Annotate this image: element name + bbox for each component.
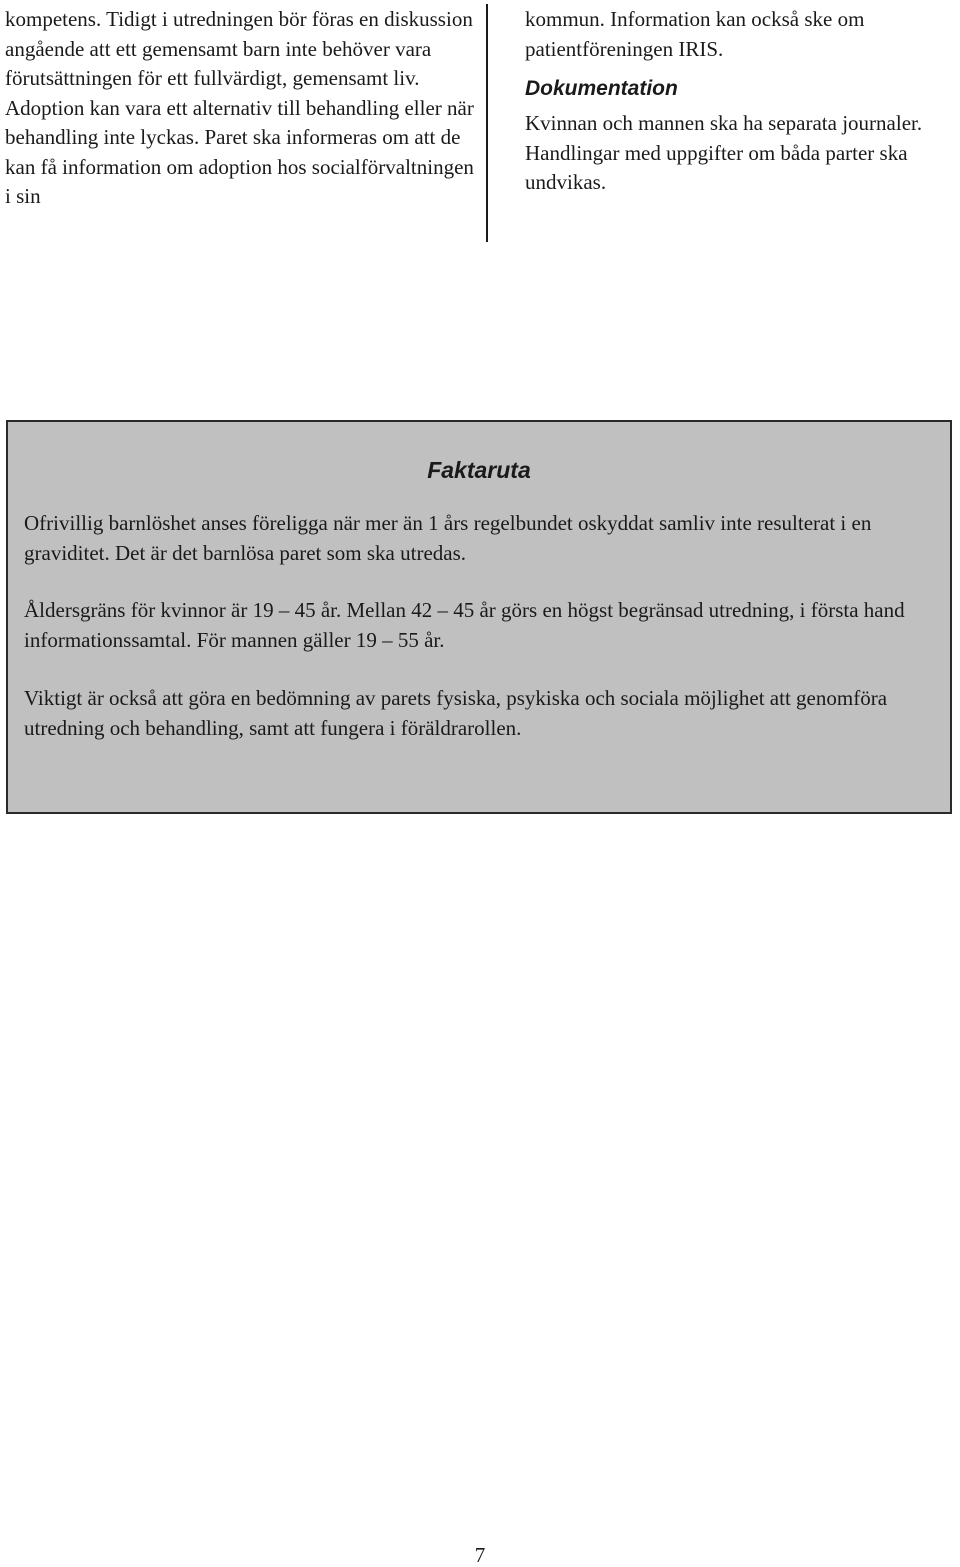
left-column-paragraph: kompetens. Tidigt i utredningen bör föras en diskussion angående att ett gemensamt barn inte behöver vara förutsättningen för ett fullvärdigt, gemensamt liv. Adoption kan vara ett alternativ till behandling eller när behandling inte lyckas. Paret ska informeras om att de kan få information om adoption hos socialförvaltningen i sin — [5, 7, 474, 208]
section-heading-dokumentation: Dokumentation — [525, 77, 678, 100]
right-column — [525, 5, 955, 198]
fact-paragraph-age-limits: Åldersgräns för kvinnor är 19 ‒ 45 år. Mellan 42 ‒ 45 år görs en högst begränsad utredning, i första hand informationssamtal. För mannen gäller 19 ‒ 55 år. — [24, 598, 905, 652]
fact-paragraph-definition: Ofrivillig barnlöshet anses föreligga när mer än 1 års regelbundet oskyddat samliv inte resulterat i en graviditet. Det är det barnlösa paret som ska utredas. — [24, 511, 872, 565]
left-column — [5, 5, 475, 212]
fact-box — [6, 420, 952, 814]
continuation-paragraph: kommun. Information kan också ske om patientföreningen IRIS. — [525, 7, 865, 61]
dokumentation-paragraph: Kvinnan och mannen ska ha separata journaler. Handlingar med uppgifter om båda parter ska undvikas. — [525, 111, 923, 194]
page-number: 7 — [474, 1543, 486, 1567]
column-divider — [486, 4, 488, 242]
fact-paragraph-assessment: Viktigt är också att göra en bedömning av parets fysiska, psykiska och sociala möjlighet att genomföra utredning och behandling, samt att fungera i föräldrarollen. — [24, 686, 888, 740]
fact-box-title: Faktaruta — [427, 457, 531, 483]
